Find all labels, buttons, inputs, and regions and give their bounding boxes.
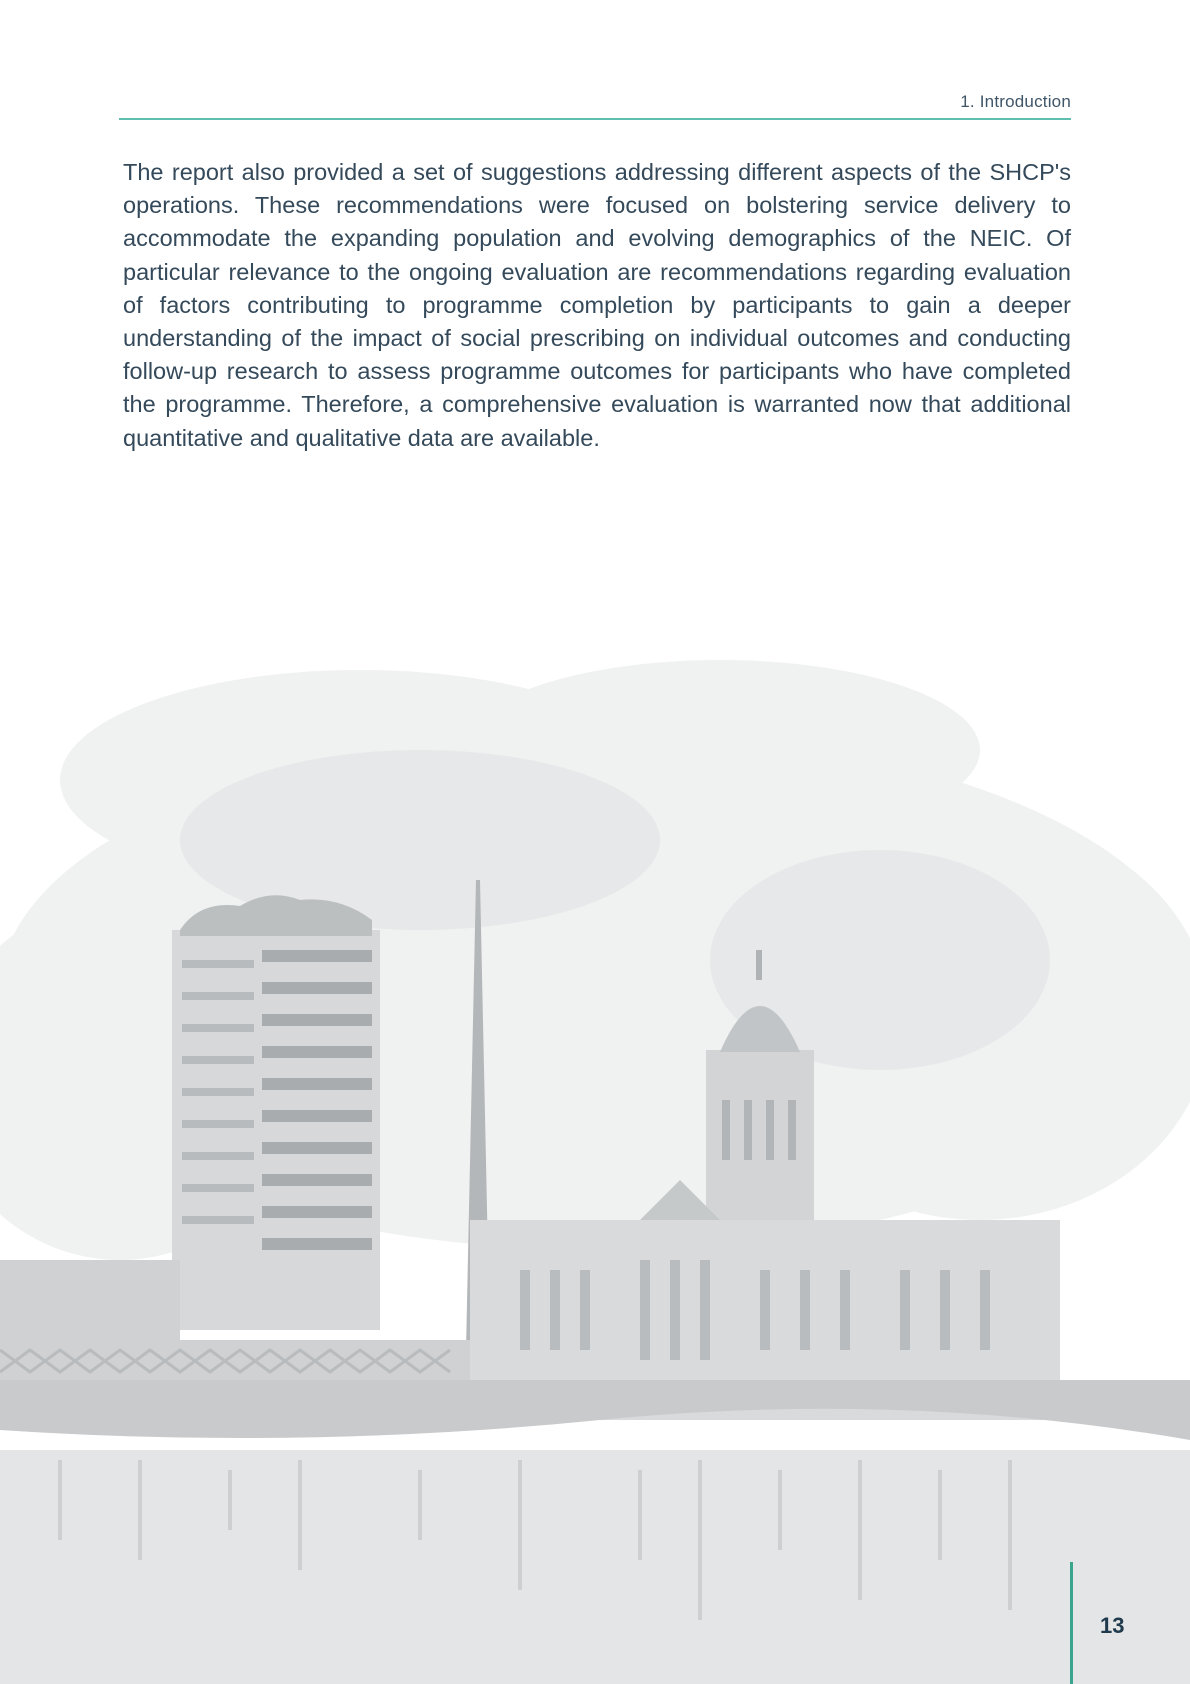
page-number: 13 (1100, 1613, 1125, 1638)
quay-wall (0, 1380, 1190, 1440)
footer-accent-bar (1070, 1562, 1073, 1684)
page-header (119, 88, 1071, 120)
header-divider (119, 118, 1071, 120)
tower-building (172, 895, 380, 1330)
body-paragraph: The report also provided a set of suggestions addressing different aspects of the SHCP's operations. These recommendations were focused on bolstering service delivery to accommodate the expanding population and evolving demographics of the NEIC. Of particular relevance to the ongoing evaluation are recommendations regarding evaluation of factors contributing to programme completion by participants to gain a deeper understanding of the impact of social prescribing on individual outcomes and conducting follow-up research to assess programme outcomes for participants who have completed the programme. Therefore, a comprehensive evaluation is warranted now that additional quantitative and qualitative data are available. (123, 159, 1071, 451)
section-label: 1. Introduction (960, 92, 1071, 111)
city-skyline-illustration (0, 660, 1190, 1684)
